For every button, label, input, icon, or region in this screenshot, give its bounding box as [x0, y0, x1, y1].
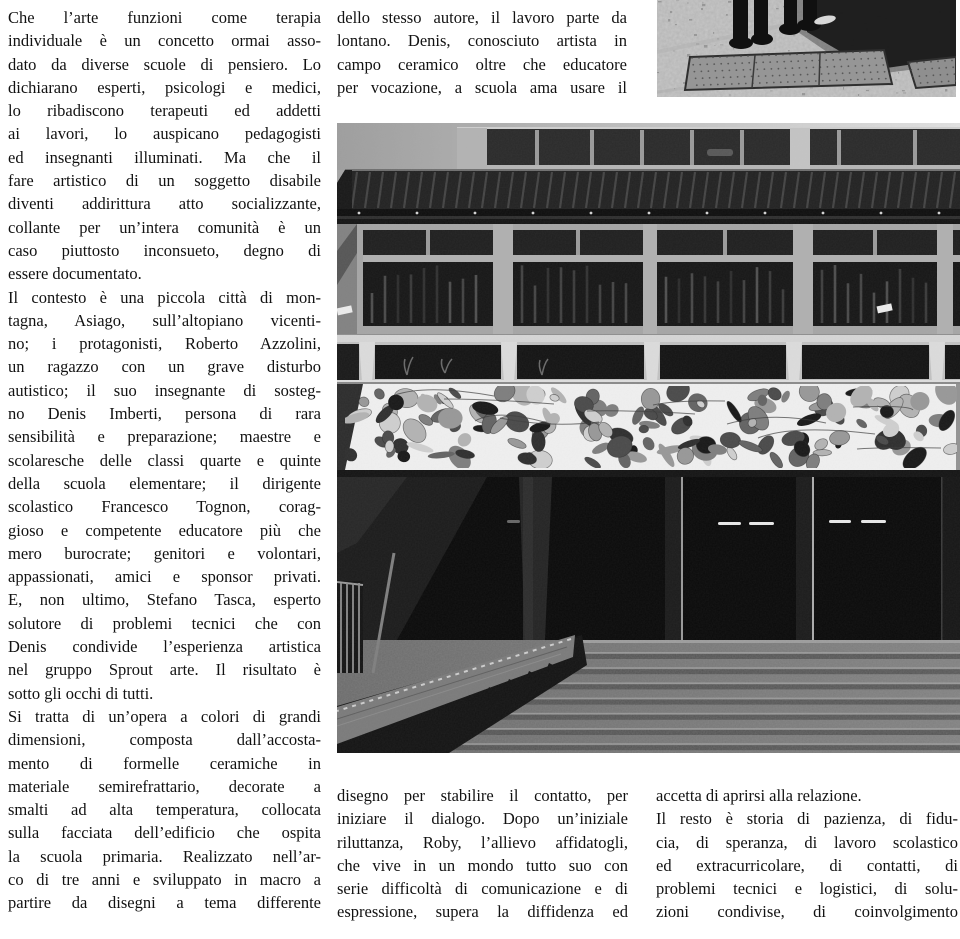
text-line: la scuola primaria. Realizzato nell’ar- [8, 846, 321, 866]
text-line: co di tre anni e sviluppato in macro a [8, 869, 321, 889]
text-line: individuale è un concetto ormai asso- [8, 31, 321, 51]
text-line: scolaresche delle classi quarte e quinte [8, 450, 321, 470]
text-line: autistico; il suo insegnante di sosteg- [8, 380, 321, 400]
top-right-photo-feet-on-pavement [657, 0, 956, 97]
photo-grain-overlay [337, 123, 960, 753]
text-line: partire da disegni a tema differente [8, 893, 321, 913]
text-line: espressione, supera la diffidenza ed [337, 902, 628, 922]
text-line: ed extracurricolare, di contatti, di [656, 855, 958, 875]
text-line: sotto gli occhi di tutti. [8, 683, 154, 703]
text-line: Che l’arte funzioni come terapia [8, 8, 321, 27]
text-line: disegno per stabilire il contatto, per [337, 786, 628, 805]
text-line: caso piuttosto inconsueto, degno di [8, 240, 321, 260]
text-line: scolastico Francesco Tognon, corag- [8, 497, 321, 517]
text-line: lo ribadiscono terapeuti ed addetti [8, 101, 321, 121]
main-photo-school-facade [337, 123, 960, 753]
text-line: ed insegnanti illuminati. Ma che il [8, 147, 321, 167]
text-line: no; i protagonisti, Roberto Azzolini, [8, 334, 321, 354]
text-line: riluttanza, Roby, l’allievo affidatogli, [337, 832, 628, 852]
article-column-left [8, 6, 321, 915]
text-line: che vive in un mondo tutto suo con [337, 855, 628, 875]
text-line: dimensioni, composta dall’accosta- [8, 730, 321, 750]
text-line: dato da diverse scuole di pensiero. Lo [8, 54, 321, 74]
text-line: solutore di problemi tecnici che con [8, 613, 321, 633]
text-line: fare artistico di un soggetto disabile [8, 171, 321, 191]
text-line: collante per un’intera comunità è un [8, 217, 321, 237]
article-column-middle-top [337, 6, 627, 99]
article-column-bottom-right [656, 784, 958, 924]
text-line: Il contesto è una piccola città di mon- [8, 287, 321, 307]
text-line: tagna, Asiago, sull’altopiano vicenti- [8, 310, 321, 330]
text-line: mento di formelle ceramiche in [8, 753, 321, 773]
text-line: gioso e competente educatore più che [8, 520, 321, 540]
text-line: diventi addirittura atto socializzante, [8, 194, 321, 214]
text-line: zioni condivise, di coinvolgimento [656, 902, 958, 922]
text-line: un ragazzo con un grave disturbo [8, 357, 321, 377]
text-line: problemi tecnici e logistici, di solu- [656, 879, 958, 899]
text-line: iniziare il dialogo. Dopo un’iniziale [337, 809, 628, 829]
text-line: appassionati, amici e sponsor privati. [8, 567, 321, 587]
text-line: campo ceramico oltre che educatore [337, 54, 627, 74]
text-line: cia, di speranza, di lavoro scolastico [656, 832, 958, 852]
text-line: della scuola elementare; il dirigente [8, 473, 321, 493]
text-line: E, non ultimo, Stefano Tasca, esperto [8, 590, 321, 610]
article-column-bottom-middle [337, 784, 628, 924]
text-line: dello stesso autore, il lavoro parte da [337, 8, 627, 27]
text-line: per vocazione, a scuola ama usare il [337, 77, 627, 97]
text-line: no Denis Imberti, persona di rara [8, 404, 321, 424]
text-line: accetta di aprirsi alla relazione. [656, 786, 862, 805]
text-line: essere documentato. [8, 264, 142, 284]
text-line: lontano. Denis, conosciuto artista in [337, 31, 627, 51]
text-line: serie difficoltà di comunicazione e di [337, 879, 628, 899]
text-line: smalti ad alta temperatura, collocata [8, 800, 321, 820]
text-line: materiale semirefrattario, decorate a [8, 776, 321, 796]
text-line: Si tratta di un’opera a colori di grandi [8, 706, 321, 726]
text-line: Il resto è storia di pazienza, di fidu- [656, 809, 958, 829]
text-line: mero burocrate; genitori e volontari, [8, 543, 321, 563]
text-line: dichiarano esperti, psicologi e medici, [8, 77, 321, 97]
text-line: sensibilità e preparazione; maestre e [8, 427, 321, 447]
text-line: Denis condivide l’esperienza artistica [8, 637, 321, 657]
text-line: nel gruppo Sprout arte. Il risultato è [8, 660, 321, 680]
text-line: ai lavori, lo auspicano pedagogisti [8, 124, 321, 144]
text-line: sulla facciata dell’edificio che ospita [8, 823, 321, 843]
